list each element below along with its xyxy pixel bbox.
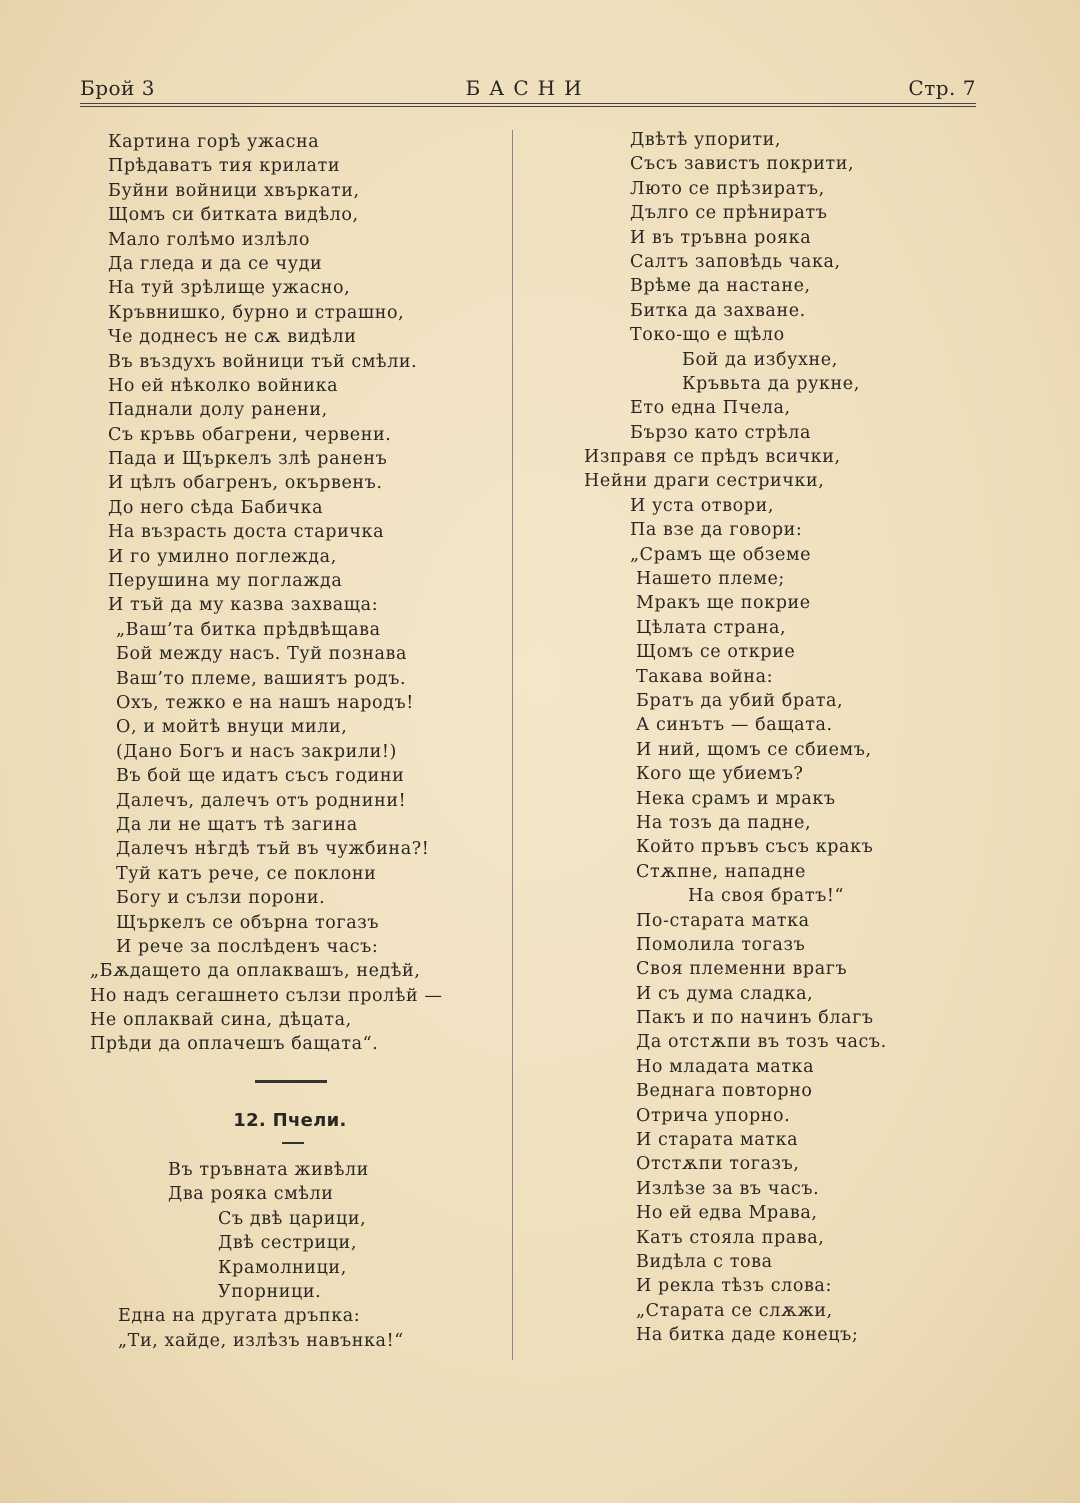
verse-line: И тъй да му казва захваща: [108, 595, 379, 616]
verse-line: И ний, щомъ се сбиемъ, [636, 739, 872, 760]
verse-line: Но надъ сегашнето сълзи пролѣй — [90, 985, 443, 1006]
verse-line: Съ кръвь обагрени, червени. [108, 424, 392, 445]
verse-line: Щомъ си битката видѣло, [108, 205, 359, 226]
verse-line: Картина горѣ ужасна [108, 132, 320, 152]
verse-line: Далечъ нѣгдѣ тъй въ чужбина?! [116, 839, 430, 860]
verse-line: И уста отвори, [630, 495, 775, 516]
verse-line: Кръвнишко, бурно и страшно, [108, 302, 405, 323]
verse-line: Двѣтѣ упорити, [630, 130, 782, 150]
verse-line: Помолила тогазъ [636, 934, 806, 955]
verse-line: На своя братъ!“ [688, 886, 845, 907]
verse-line: Битка да захване. [630, 300, 806, 321]
verse-line: Но ей нѣколко войника [108, 375, 339, 396]
verse-line: Но младата матка [636, 1056, 815, 1077]
verse-line: Двѣ сестрици, [218, 1233, 357, 1254]
verse-line: И цѣлъ обагренъ, окървенъ. [108, 473, 383, 494]
verse-line: „Старата се слѫжи, [636, 1300, 833, 1321]
verse-line: Крамолници, [218, 1257, 347, 1278]
verse-line: И въ тръвна рояка [630, 227, 812, 248]
verse-line: Салтъ заповѣдь чака, [630, 251, 841, 272]
page-number: Стр. 7 [908, 76, 976, 100]
verse-line: Да ли не щатъ тѣ загина [116, 814, 358, 835]
verse-line: Прѣдаватъ тия крилати [108, 156, 341, 177]
verse-line: Видѣла с това [636, 1251, 773, 1272]
verse-line: И го умилно поглежда, [108, 546, 337, 567]
verse-line: Перушина му поглажда [108, 571, 343, 592]
verse-line: Мракъ ще покрие [636, 593, 811, 614]
verse-line: Нейни драги сестрички, [584, 471, 825, 492]
verse-line: И старата матка [636, 1130, 799, 1151]
verse-line: Веднага повторно [636, 1081, 813, 1102]
verse-line: Че доднесъ не сѫ видѣли [108, 327, 357, 348]
verse-line: „Ваш’та битка прѣдвѣщава [116, 619, 381, 640]
verse-line: Съ двѣ царици, [218, 1208, 367, 1229]
verse-line: На битка даде конецъ; [636, 1325, 859, 1346]
verse-line: Стѫпне, нападне [636, 861, 806, 882]
verse-line: Въ въздухъ войници тъй смѣли. [108, 351, 418, 372]
verse-line: Пакъ и по начинъ благъ [636, 1008, 874, 1029]
verse-line: На възрасть доста старичка [108, 522, 385, 543]
verse-line: И рекла тѣзъ слова: [636, 1276, 832, 1297]
verse-line: Излѣзе за въ часъ. [636, 1178, 820, 1199]
verse-line: Цѣлата страна, [636, 617, 787, 638]
verse-line: „Ти, хайде, излѣзъ навънка!“ [118, 1330, 404, 1351]
verse-line: Ваш’то племе, вашиятъ родъ. [116, 668, 407, 689]
verse-line: Да отстѫпи въ тозъ часъ. [636, 1032, 887, 1053]
verse-line: Лютo се прѣзиратъ, [630, 178, 825, 199]
verse-line: Токо-що е щѣло [630, 325, 785, 346]
verse-line: На тозъ да падне, [636, 812, 812, 833]
verse-line: Бой да избухне, [682, 349, 838, 370]
verse-line: Буйни войници хвъркати, [108, 180, 360, 201]
verse-line: Но ей едва Мрава, [636, 1203, 818, 1224]
verse-line: Прѣди да оплачешъ бащата“. [90, 1034, 379, 1055]
verse-line: О, и мойтѣ внуци мили, [116, 717, 348, 738]
verse-line: Въ бой ще идатъ съсъ години [116, 766, 405, 787]
poem-title: 12. Пчели. [233, 1110, 347, 1131]
verse-line: Врѣме да настане, [630, 276, 811, 297]
verse-line: Не оплаквай сина, дѣцата, [90, 1010, 352, 1031]
verse-line: Изправя се прѣдъ всички, [584, 447, 841, 468]
right-column-poem [0, 128, 1080, 1348]
verse-line: Отрича упорно. [636, 1105, 791, 1126]
verse-line: „Бѫдащето да оплаквашъ, недѣй, [90, 961, 421, 982]
verse-line: Бързо като стрѣла [630, 422, 811, 443]
verse-line: Бой между насъ. Туй познава [116, 644, 408, 665]
verse-line: Охъ, тежко е на нашъ народъ! [116, 692, 414, 713]
verse-line: Братъ да убий брата, [636, 690, 844, 711]
verse-line: Отстѫпи тогазъ, [636, 1154, 800, 1175]
verse-line: Кого ще убиемъ? [636, 764, 804, 785]
verse-line: Който пръвъ съсъ кракъ [636, 837, 874, 858]
verse-line: И рече за послѣденъ часъ: [116, 936, 379, 957]
verse-line: Съсъ завистъ покрити, [630, 154, 855, 175]
verse-line: Такава война: [636, 666, 774, 687]
verse-line: Мало голѣмо излѣло [108, 229, 310, 250]
verse-line: Нашето племе; [636, 569, 785, 590]
verse-line: Една на другата дръпка: [118, 1306, 361, 1327]
verse-line: Паднали долу ранени, [108, 400, 328, 421]
verse-line: Своя племенни врагъ [636, 959, 848, 980]
verse-line: Богу и сълзи порони. [116, 888, 326, 909]
header-rule [80, 103, 976, 107]
verse-line: А синътъ — бащата. [636, 715, 833, 736]
verse-line: Ето една Пчела, [630, 398, 791, 419]
verse-line: (Дано Богъ и насъ закрили!) [116, 741, 397, 762]
verse-line: И съ дума сладка, [636, 983, 814, 1004]
verse-line: Кръвьта да рукне, [682, 373, 860, 394]
verse-line: Щъркелъ се обърна тогазъ [116, 912, 380, 933]
verse-line: Катъ стояла права, [636, 1227, 825, 1248]
verse-line: До него сѣда Бабичка [108, 497, 324, 518]
verse-line: Упорници. [218, 1281, 322, 1302]
verse-line: Пада и Щъркелъ злѣ раненъ [108, 449, 388, 470]
issue-number: Брой 3 [80, 76, 155, 100]
verse-line: Да гледа и да се чуди [108, 253, 323, 274]
verse-line: Нека срамъ и мракъ [636, 788, 836, 809]
verse-line: Па взе да говори: [630, 520, 803, 541]
verse-line: По-старата матка [636, 910, 810, 931]
verse-line: Далечъ, далечъ отъ роднини! [116, 790, 407, 811]
verse-line: Туй катъ рече, се поклони [116, 863, 377, 884]
verse-line: Дълго се прѣниратъ [630, 203, 828, 224]
verse-line: Въ тръвната живѣли [168, 1160, 369, 1180]
verse-line: Два рояка смѣли [168, 1184, 334, 1205]
verse-line: „Срамъ ще обземе [630, 544, 812, 565]
section-heading: БАСНИ [465, 76, 591, 100]
page-header [80, 76, 976, 106]
verse-line: На туй зрѣлище ужасно, [108, 278, 351, 299]
verse-line: Щомъ се открие [636, 642, 796, 663]
